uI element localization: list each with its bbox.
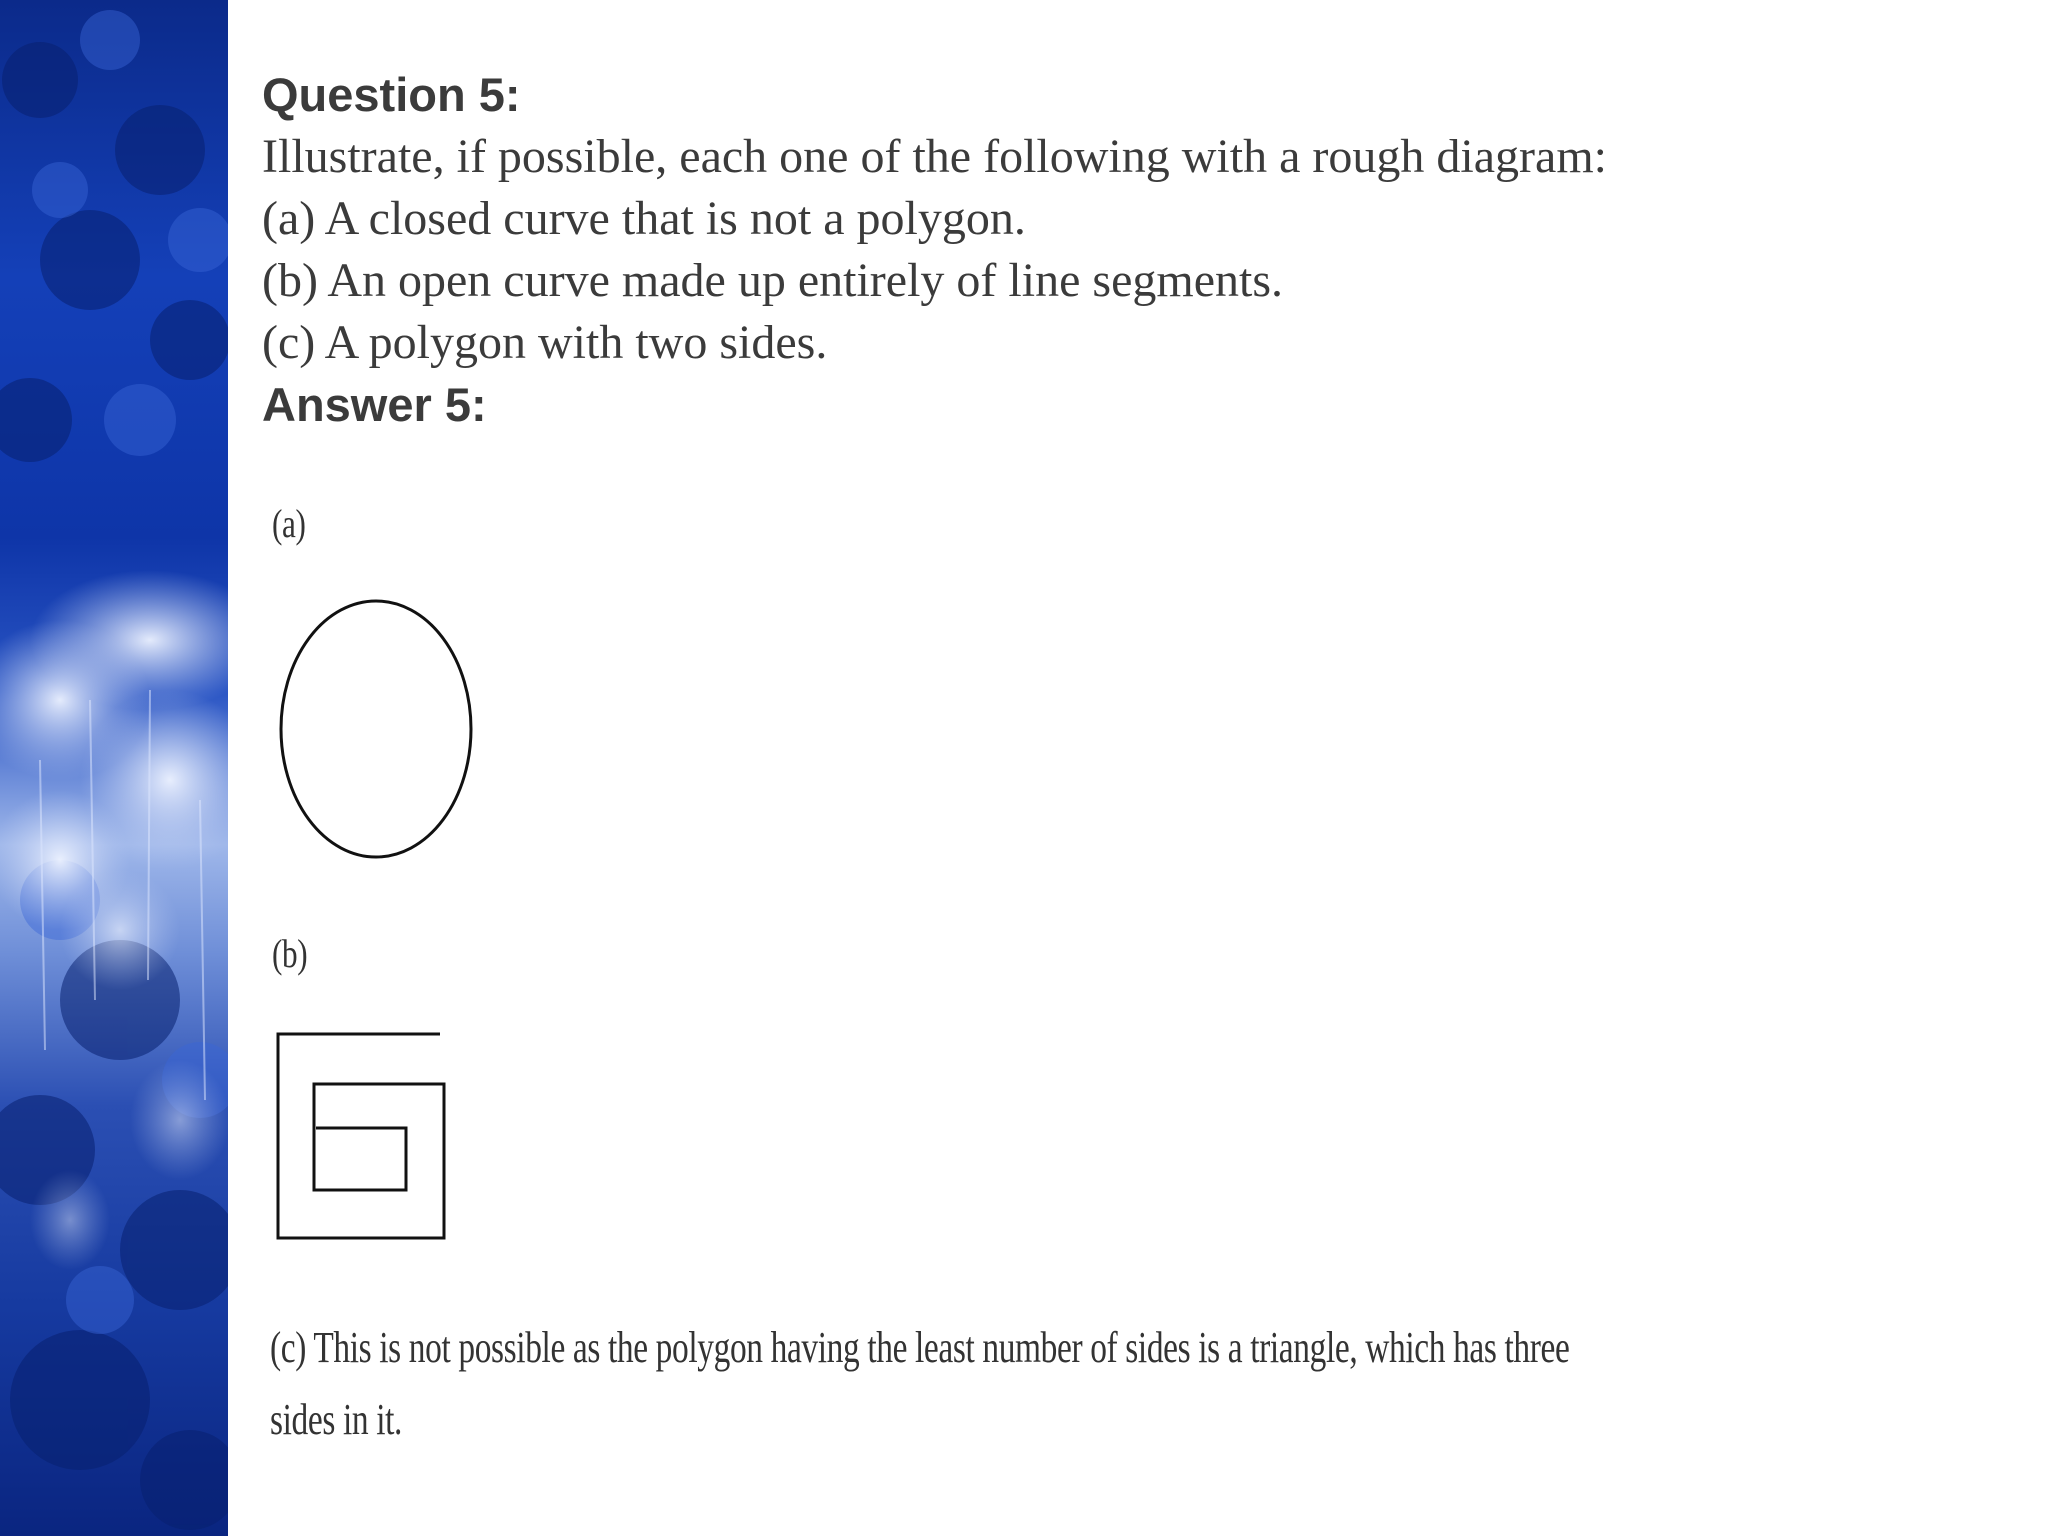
question-line-b: (b) An open curve made up entirely of line segments. <box>262 254 1284 307</box>
answer-heading: Answer 5: <box>262 378 487 431</box>
answer-c-text <box>270 1312 1714 1456</box>
forest-texture-icon <box>0 0 228 1536</box>
question-heading: Question 5: <box>262 68 521 121</box>
question-line-intro: Illustrate, if possible, each one of the following with a rough diagram: <box>262 130 1607 183</box>
figure-label-a: (a) <box>272 501 306 546</box>
answer-c-line-1: (c) This is not possible as the polygon having the least number of sides is a triangle, which has three <box>270 1323 1570 1372</box>
square-spiral-open-curve-icon <box>272 1028 462 1248</box>
figure-label-b: (b) <box>272 931 308 976</box>
slide-content <box>262 64 2002 436</box>
question-line-c: (c) A polygon with two sides. <box>262 316 828 369</box>
question-line-a: (a) A closed curve that is not a polygon. <box>262 192 1026 245</box>
answer-c-line-2: sides in it. <box>270 1395 403 1444</box>
snowy-forest-side-image <box>0 0 228 1536</box>
oval-closed-curve-icon <box>272 596 484 866</box>
